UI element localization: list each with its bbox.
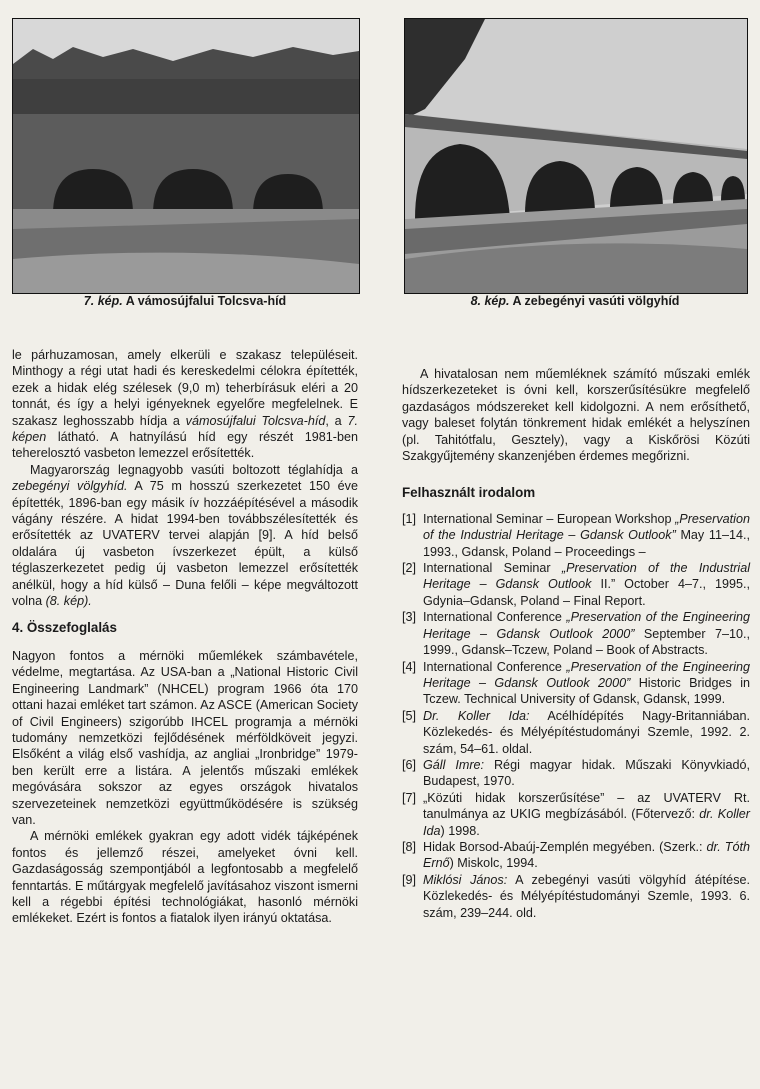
paragraph: A mérnöki emlékek gyakran egy adott vidék tájképének fontos és jellemző részei, amelyeket óvni kell. Gazdaságosság szempontjából a legfontosabb a megfelelő fenntartás. E műtárgyak megfelelő javításahoz viszont ismerni kell a régebbi építési technológiákat, hasonló mérnöki emlékeket. Ezért is fontos a fiatalok ilyen irányú oktatása. <box>12 829 358 926</box>
reference-item <box>402 659 750 708</box>
italic-span: (8. kép). <box>45 594 92 609</box>
reference-number: [2] <box>402 561 417 576</box>
figure-caption <box>404 294 746 308</box>
photo-tolcsva-bridge <box>12 18 360 294</box>
italic-span: zebegényi völgyhíd. <box>12 479 128 494</box>
text-span: Historic Bridges in Tczew. Technical University of Gdansk, Gdansk, 1999. <box>423 675 751 707</box>
reference-text <box>423 659 750 708</box>
text-span: látható. A hatnyílású híd egy részét 1981-ben teherelosztó vasbeton lemezzel erősítették. <box>12 430 358 461</box>
text-span: le párhuzamosan, amely elkerüli e szakasz településeit. Minthogy a régi utat hadi és kereskedelmi célokra építették, ezek a hidak elég szélesek (9,0 m) teherbírásuk eléri a 20 tonnát, és így a helyi igényeknek egyelőre megfelelnek. E szakasz leghosszabb hídja a <box>12 348 358 428</box>
reference-text <box>423 757 750 790</box>
reference-list <box>402 511 750 921</box>
italic-span: Miklósi János: <box>423 872 508 887</box>
reference-number: [5] <box>402 708 417 723</box>
italic-span: „Preservation of the Industrial Heritage – Gdansk Outlook <box>423 561 750 592</box>
reference-number: [4] <box>402 659 417 674</box>
italic-span: dr. Tóth Ernő <box>423 839 750 871</box>
italic-span: „Preservation of the Engineering Heritage – Gdansk Outlook 2000” <box>423 659 750 690</box>
text-span: Acélhídépítés Nagy-Britanniában. Közlekedés- és Mélyépítéstudományi Szemle, 1992. 2. szám, 54–61. oldal. <box>423 708 750 756</box>
reference-item <box>402 708 750 757</box>
reference-text <box>423 511 750 560</box>
text-span: International Conference <box>423 610 567 625</box>
left-column <box>12 347 358 927</box>
italic-span: dr. Koller Ida <box>423 807 750 838</box>
text-span: A 75 m hosszú szerkezetet 150 éve építették, 1896-ban egy másik ív hozzáépítésével a második vágány részére. A hidat 1994-ben továbbszélesítették és erősítették az UVATERV tervei alapján [9]. A híd belső oldalára új vasbeton ívszerkezet épült, a külső téglaszerkezetet pedig új vasbeton lemezzel erősítették anélkül, hogy a híd külső – Duna felőli – képe megváltozott volna <box>12 479 358 609</box>
reference-text <box>423 790 750 839</box>
paragraph <box>12 347 358 462</box>
references-heading: Felhasznált irodalom <box>402 485 536 501</box>
reference-item <box>402 872 750 921</box>
text-span: A zebegényi vasúti völgyhíd átépítése. Közlekedés- és Mélyépítéstudományi Szemle, 1993. 6. szám, 239–244. old. <box>423 872 750 920</box>
reference-item <box>402 790 750 839</box>
figure-title: A zebegényi vasúti völgyhíd <box>512 294 680 308</box>
reference-item <box>402 609 750 658</box>
text-span: , a <box>325 413 348 428</box>
text-span: ) 1998. <box>440 823 480 838</box>
text-span: Régi magyar hidak. Műszaki Könyvkiadó, Budapest, 1970. <box>423 757 750 789</box>
reference-item <box>402 757 750 790</box>
right-column <box>402 366 750 921</box>
photo-zebegeny-viaduct <box>404 18 748 294</box>
reference-text <box>423 872 750 921</box>
reference-number: [1] <box>402 511 417 526</box>
reference-text <box>423 839 750 872</box>
reference-number: [7] <box>402 790 417 805</box>
reference-text <box>423 560 750 609</box>
reference-item <box>402 839 750 872</box>
text-span: Magyarország legnagyobb vasúti boltozott téglahídja a <box>30 462 358 477</box>
text-span: II.” October 4–7., 1995., Gdynia–Gdansk, Poland – Final Report. <box>423 577 751 608</box>
paragraph: A hivatalosan nem műemléknek számító műszaki emlék hídszerkezeteket is óvni kell, korszerűsítésükre megfelelő gazdaságos módszereket kell kidolgozni. A nem erősíthető, vagy baleset folytán tönkrement hidak emlékét a helyszínen (pl. Tahitótfalu, Gesztely), vagy a Kiskőrösi Közúti Szakgyűjtemény skanzenjében érdemes megőrizni. <box>402 367 750 464</box>
text-span: September 7–10., 1999., Gdansk–Tczew, Poland – Book of Abstracts. <box>423 626 750 658</box>
reference-item <box>402 511 750 560</box>
reference-number: [8] <box>402 839 417 854</box>
italic-span: vámosújfalui Tolcsva-híd <box>185 413 326 428</box>
italic-span: 7. képen <box>12 413 358 445</box>
text-span: International Seminar – European Workshop <box>423 511 676 526</box>
reference-number: [6] <box>402 757 417 772</box>
text-span: Hidak Borsod-Abaúj-Zemplén megyében. (Szerk.: <box>423 839 707 854</box>
reference-text <box>423 708 750 757</box>
text-span: „Közúti hidak korszerűsítése” – az UVATERV Rt. tanulmánya az UKIG megbízásából. (Főtervező: <box>423 790 750 822</box>
figure-number: 7. kép. <box>83 294 123 308</box>
italic-span: „Preservation of the Engineering Heritage – Gdansk Outlook 2000” <box>423 610 750 641</box>
paragraph: Nagyon fontos a mérnöki műemlékek számbavétele, védelme, megtartása. Az USA-ban a „National Historic Civil Engineering Landmark” (NHCEL) program 1966 óta 170 ottani hazai emléket tart számon. Az ASCE (American Society of Civil Engineers) szigorúbb IHCEL programja a mérnöki tudomány nemzetközi fejlődésének mérföldköveit jegyzi. Elsőként a világ első vashídja, az angliai „Ironbridge” 1979-ben került erre a listára. A jelentős műszaki emlékek megóvására sokszor az egyes országok hivatalos szervezeteinek nemzetközi együttműködésére is szükség van. <box>12 648 358 827</box>
text-span: International Conference <box>423 659 567 674</box>
section-heading: 4. Összefoglalás <box>12 619 117 635</box>
italic-span: Dr. Koller Ida: <box>423 708 530 723</box>
text-span: May 11–14., 1993., Gdansk, Poland – Proceedings – <box>423 528 750 559</box>
italic-span: „Preservation of the Industrial Heritage – Gdansk Outlook” <box>423 511 750 543</box>
paragraph <box>12 462 358 610</box>
figure-caption <box>12 294 358 308</box>
figure-title: A vámosújfalui Tolcsva-híd <box>125 294 287 308</box>
italic-span: Gáll Imre: <box>423 757 485 772</box>
text-span: International Seminar <box>423 561 562 576</box>
reference-number: [9] <box>402 872 417 887</box>
figure-number: 8. kép. <box>470 294 510 308</box>
reference-text <box>423 609 750 658</box>
reference-item <box>402 560 750 609</box>
reference-number: [3] <box>402 610 417 625</box>
text-span: ) Miskolc, 1994. <box>449 856 538 871</box>
